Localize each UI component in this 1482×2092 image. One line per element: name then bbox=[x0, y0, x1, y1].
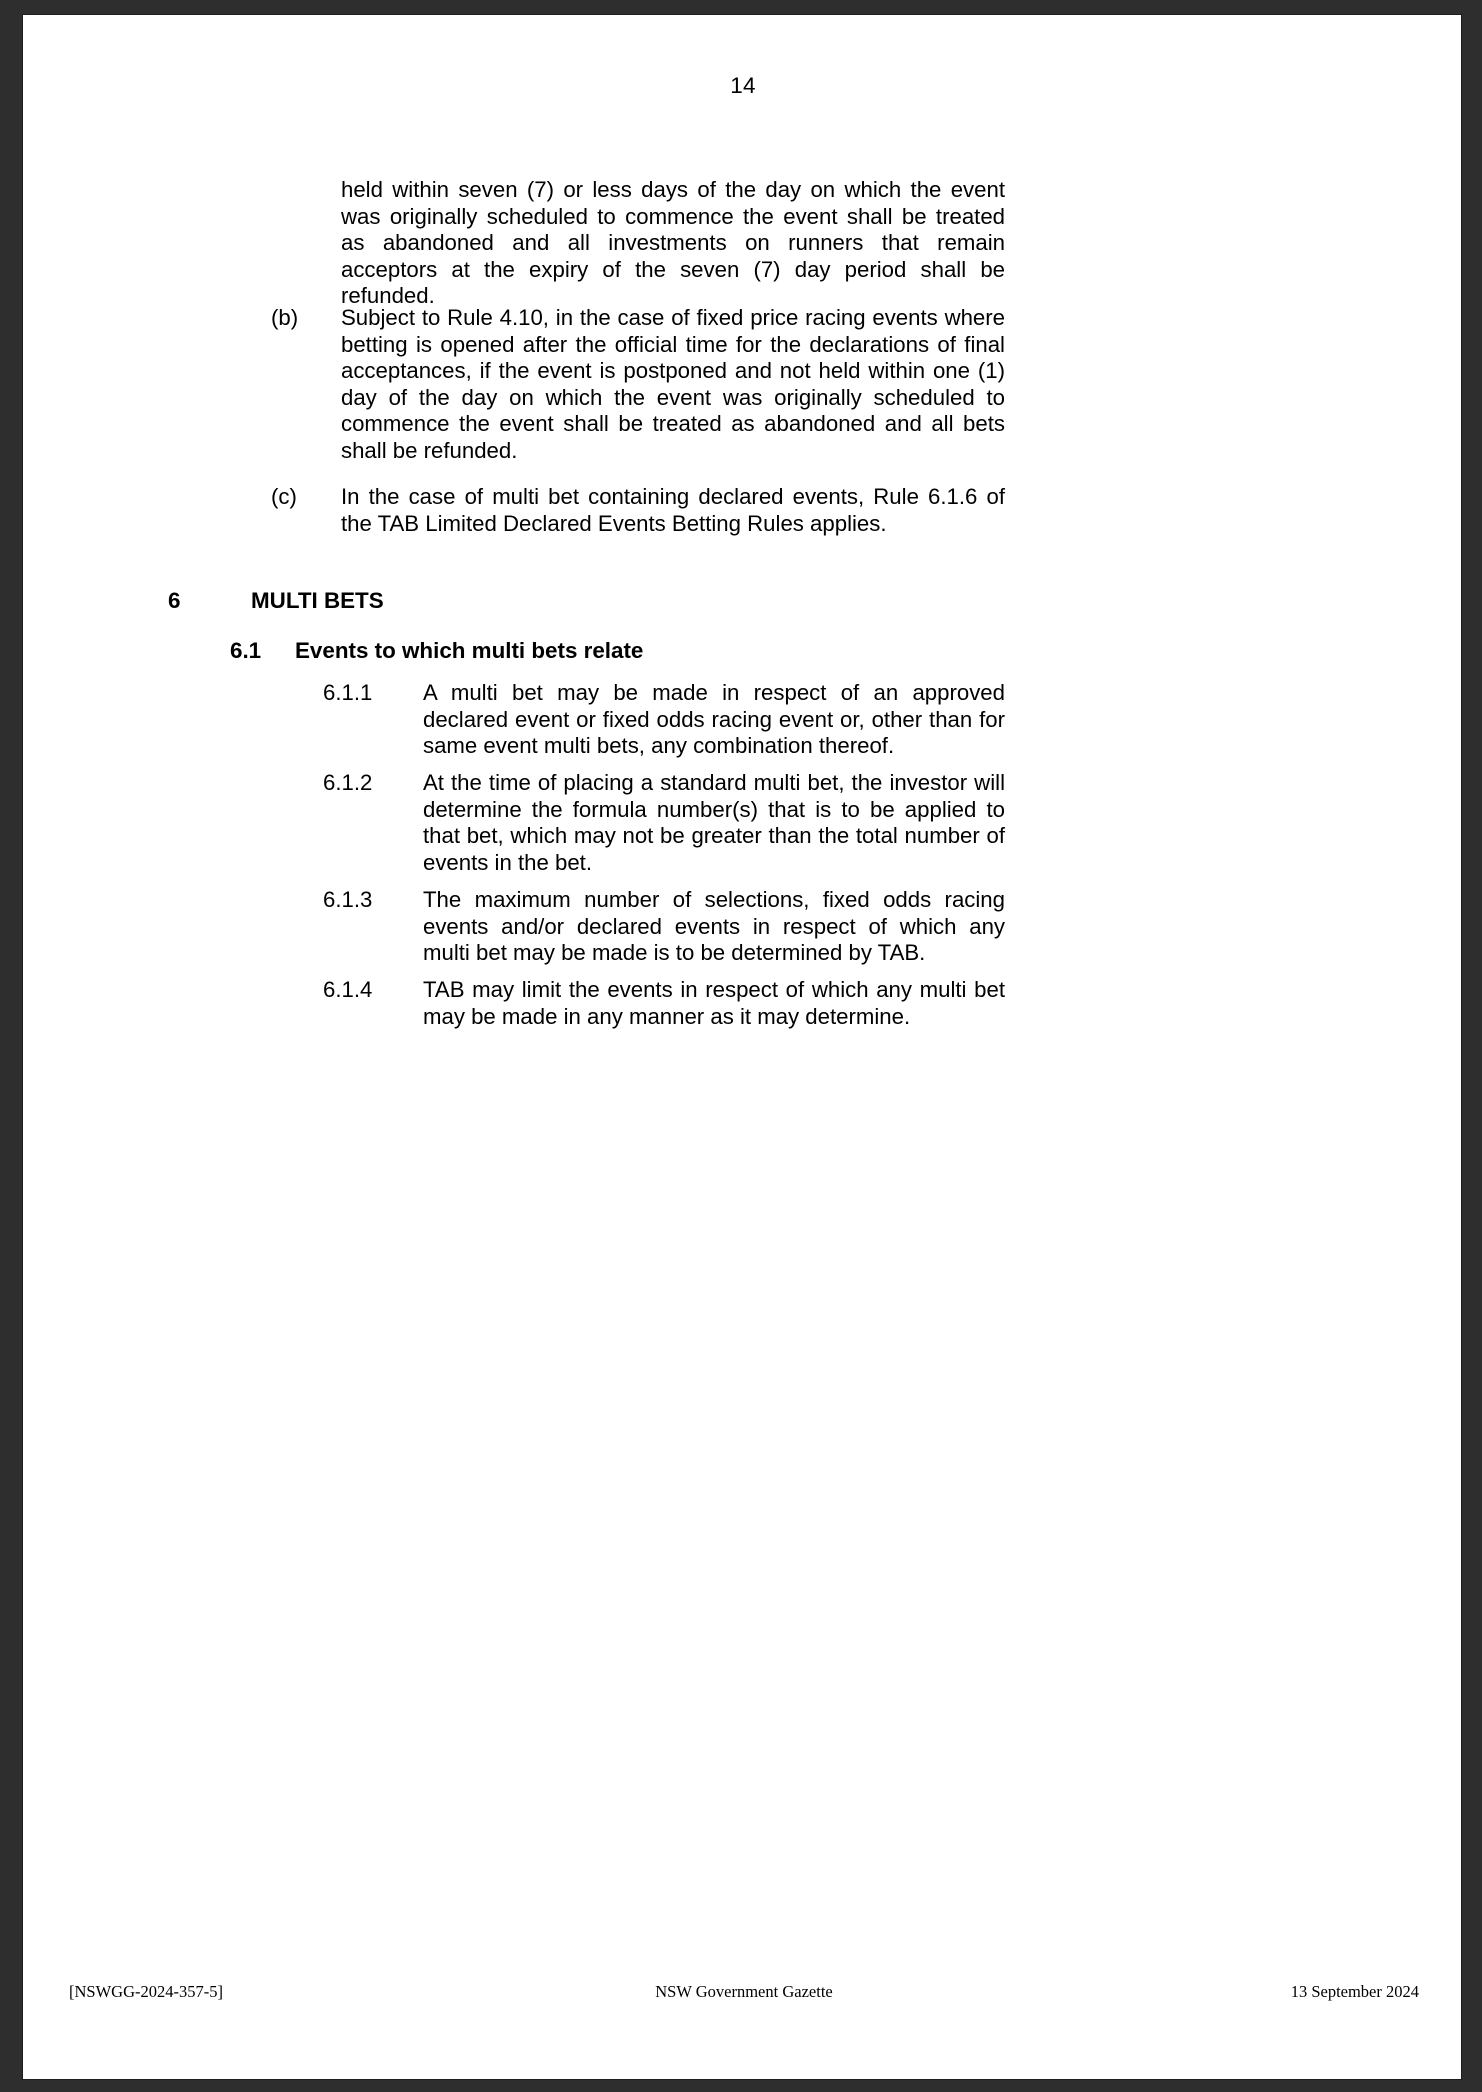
clause-b-text: Subject to Rule 4.10, in the case of fixed price racing events where betting is opened after the official time for the declarations of final acceptances, if the event is postponed and not held within one (1) day of the day on which the event was originally scheduled to commence the event shall be treated as abandoned and all bets shall be refunded. bbox=[341, 305, 1005, 463]
clause-c-text: In the case of multi bet containing declared events, Rule 6.1.6 of the TAB Limited Declared Events Betting Rules applies. bbox=[341, 484, 1005, 536]
subclause-6-1-3 bbox=[323, 887, 1005, 967]
subclause-6-1-3-marker: 6.1.3 bbox=[323, 887, 373, 912]
document-page bbox=[22, 14, 1462, 2080]
section-heading-6-1-title: Events to which multi bets relate bbox=[295, 638, 644, 663]
subclause-6-1-4-marker: 6.1.4 bbox=[323, 977, 373, 1002]
subclause-6-1-1-text: A multi bet may be made in respect of an approved declared event or fixed odds racing event or, other than for same event multi bets, any combination thereof. bbox=[423, 680, 1005, 758]
subclause-6-1-1-marker: 6.1.1 bbox=[323, 680, 373, 705]
subclause-6-1-2-marker: 6.1.2 bbox=[323, 770, 373, 795]
subclause-6-1-2-text: At the time of placing a standard multi bet, the investor will determine the formula number(s) that is to be applied to that bet, which may not be greater than the total number of events in the bet. bbox=[423, 770, 1005, 875]
subclause-6-1-2 bbox=[323, 770, 1005, 876]
clause-c-marker: (c) bbox=[271, 484, 297, 509]
clause-c bbox=[271, 484, 1005, 537]
subclause-6-1-1 bbox=[323, 680, 1005, 760]
subclause-6-1-4 bbox=[323, 977, 1005, 1030]
section-heading-6-title: MULTI BETS bbox=[251, 588, 384, 613]
section-heading-6-1-number: 6.1 bbox=[230, 638, 262, 663]
page-footer bbox=[69, 1982, 1419, 2002]
section-heading-6-1 bbox=[230, 637, 1090, 664]
clause-a-continuation-text: held within seven (7) or less days of the day on which the event was originally scheduled to commence the event shall be treated as abandoned and all investments on runners that remain acceptors at the expiry of the seven (7) day period shall be refunded. bbox=[341, 177, 1005, 308]
page-number: 14 bbox=[730, 73, 756, 98]
section-heading-6 bbox=[168, 587, 1028, 614]
subclause-6-1-3-text: The maximum number of selections, fixed odds racing events and/or declared events in respect of which any multi bet may be made is to be determined by TAB. bbox=[423, 887, 1005, 965]
clause-b-marker: (b) bbox=[271, 305, 299, 330]
clause-b bbox=[271, 305, 1005, 464]
footer-publication-title: NSW Government Gazette bbox=[655, 1982, 833, 2001]
clause-a-continuation bbox=[341, 177, 1005, 310]
subclause-6-1-4-text: TAB may limit the events in respect of which any multi bet may be made in any manner as it may determine. bbox=[423, 977, 1005, 1029]
section-heading-6-number: 6 bbox=[168, 588, 181, 613]
footer-reference-code: [NSWGG-2024-357-5] bbox=[69, 1982, 223, 2001]
page-content bbox=[23, 15, 1462, 2080]
footer-publication-date: 13 September 2024 bbox=[1290, 1982, 1419, 2001]
